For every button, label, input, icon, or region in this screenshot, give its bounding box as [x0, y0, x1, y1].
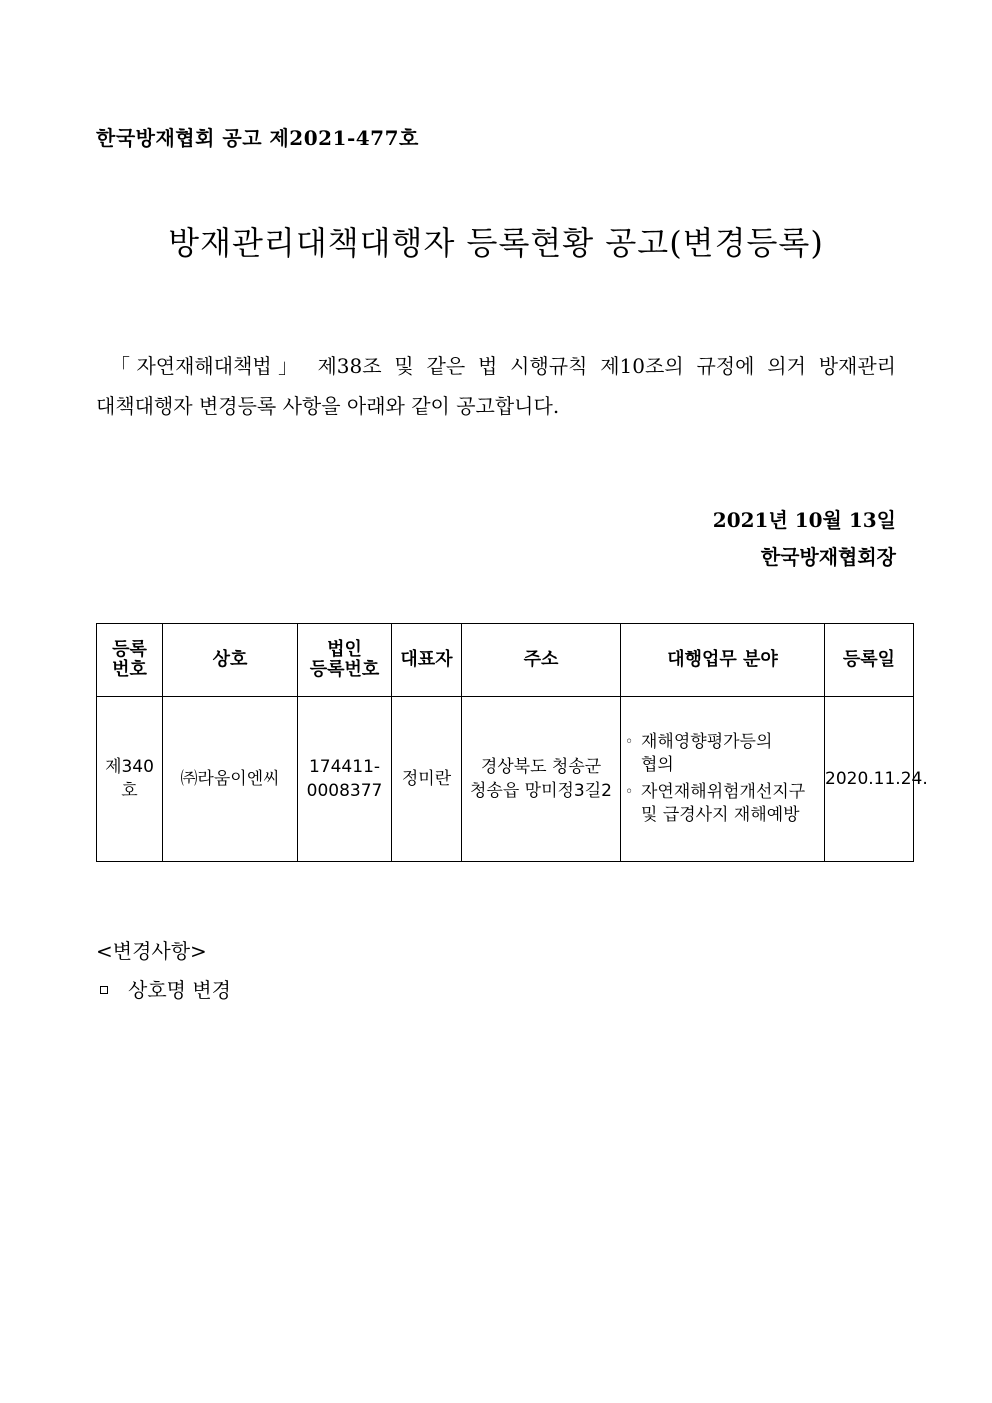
bullet-icon: ◦	[625, 784, 634, 800]
document-title: 방재관리대책대행자 등록현황 공고(변경등록)	[168, 224, 824, 262]
cell-corp-no	[298, 697, 392, 862]
header-reg-no-line1: 등록	[112, 639, 147, 660]
square-bullet-icon	[100, 986, 108, 994]
header-address: 주소	[462, 624, 621, 697]
cell-corp-no-line1: 174411-	[308, 757, 381, 777]
header-reg-no	[97, 624, 163, 697]
task-item	[625, 781, 822, 827]
cell-reg-date: 2020.11.24.	[825, 697, 914, 862]
announcement-body	[96, 346, 896, 426]
cell-task	[621, 697, 825, 862]
cell-address-line1: 경상북도 청송군	[480, 757, 602, 777]
table-header-row	[97, 624, 914, 697]
bullet-icon: ◦	[625, 734, 634, 750]
header-reg-date: 등록일	[825, 624, 914, 697]
task-item	[625, 731, 822, 777]
changes-heading: <변경사항>	[96, 939, 207, 963]
cell-address	[462, 697, 621, 862]
registration-table	[96, 623, 928, 862]
cell-address-line2: 청송읍 망미정3길2	[470, 781, 612, 801]
cell-company: ㈜라움이엔씨	[163, 697, 298, 862]
notice-number: 한국방재협회 공고 제2021-477호	[96, 126, 419, 150]
task-2-line1: 자연재해위험개선지구	[641, 782, 806, 802]
header-corp-no-line1: 법인	[327, 639, 362, 660]
changes-item-text: 상호명 변경	[128, 978, 231, 1002]
header-representative: 대표자	[392, 624, 462, 697]
table-row	[97, 697, 914, 862]
announcement-line-2: 대책대행자 변경등록 사항을 아래와 같이 공고합니다.	[96, 394, 560, 418]
announcement-line-1: 「자연재해대책법」 제38조 및 같은 법 시행규칙 제10조의 규정에 의거 방재관리	[110, 354, 896, 378]
header-corp-no	[298, 624, 392, 697]
announcement-date: 2021년 10월 13일	[712, 508, 896, 532]
header-task: 대행업무 분야	[621, 624, 825, 697]
header-reg-no-line2: 번호	[112, 659, 147, 680]
header-corp-no-line2: 등록번호	[309, 659, 380, 680]
cell-representative: 정미란	[392, 697, 462, 862]
task-1-line2: 협의	[641, 755, 674, 775]
header-company: 상호	[163, 624, 298, 697]
issuer-name: 한국방재협회장	[760, 545, 896, 569]
changes-item	[100, 974, 231, 1003]
cell-reg-no: 제340호	[97, 697, 163, 862]
task-2-line2: 및 급경사지 재해예방	[641, 805, 800, 825]
task-1-line1: 재해영향평가등의	[641, 732, 773, 752]
cell-corp-no-line2: 0008377	[306, 781, 383, 801]
